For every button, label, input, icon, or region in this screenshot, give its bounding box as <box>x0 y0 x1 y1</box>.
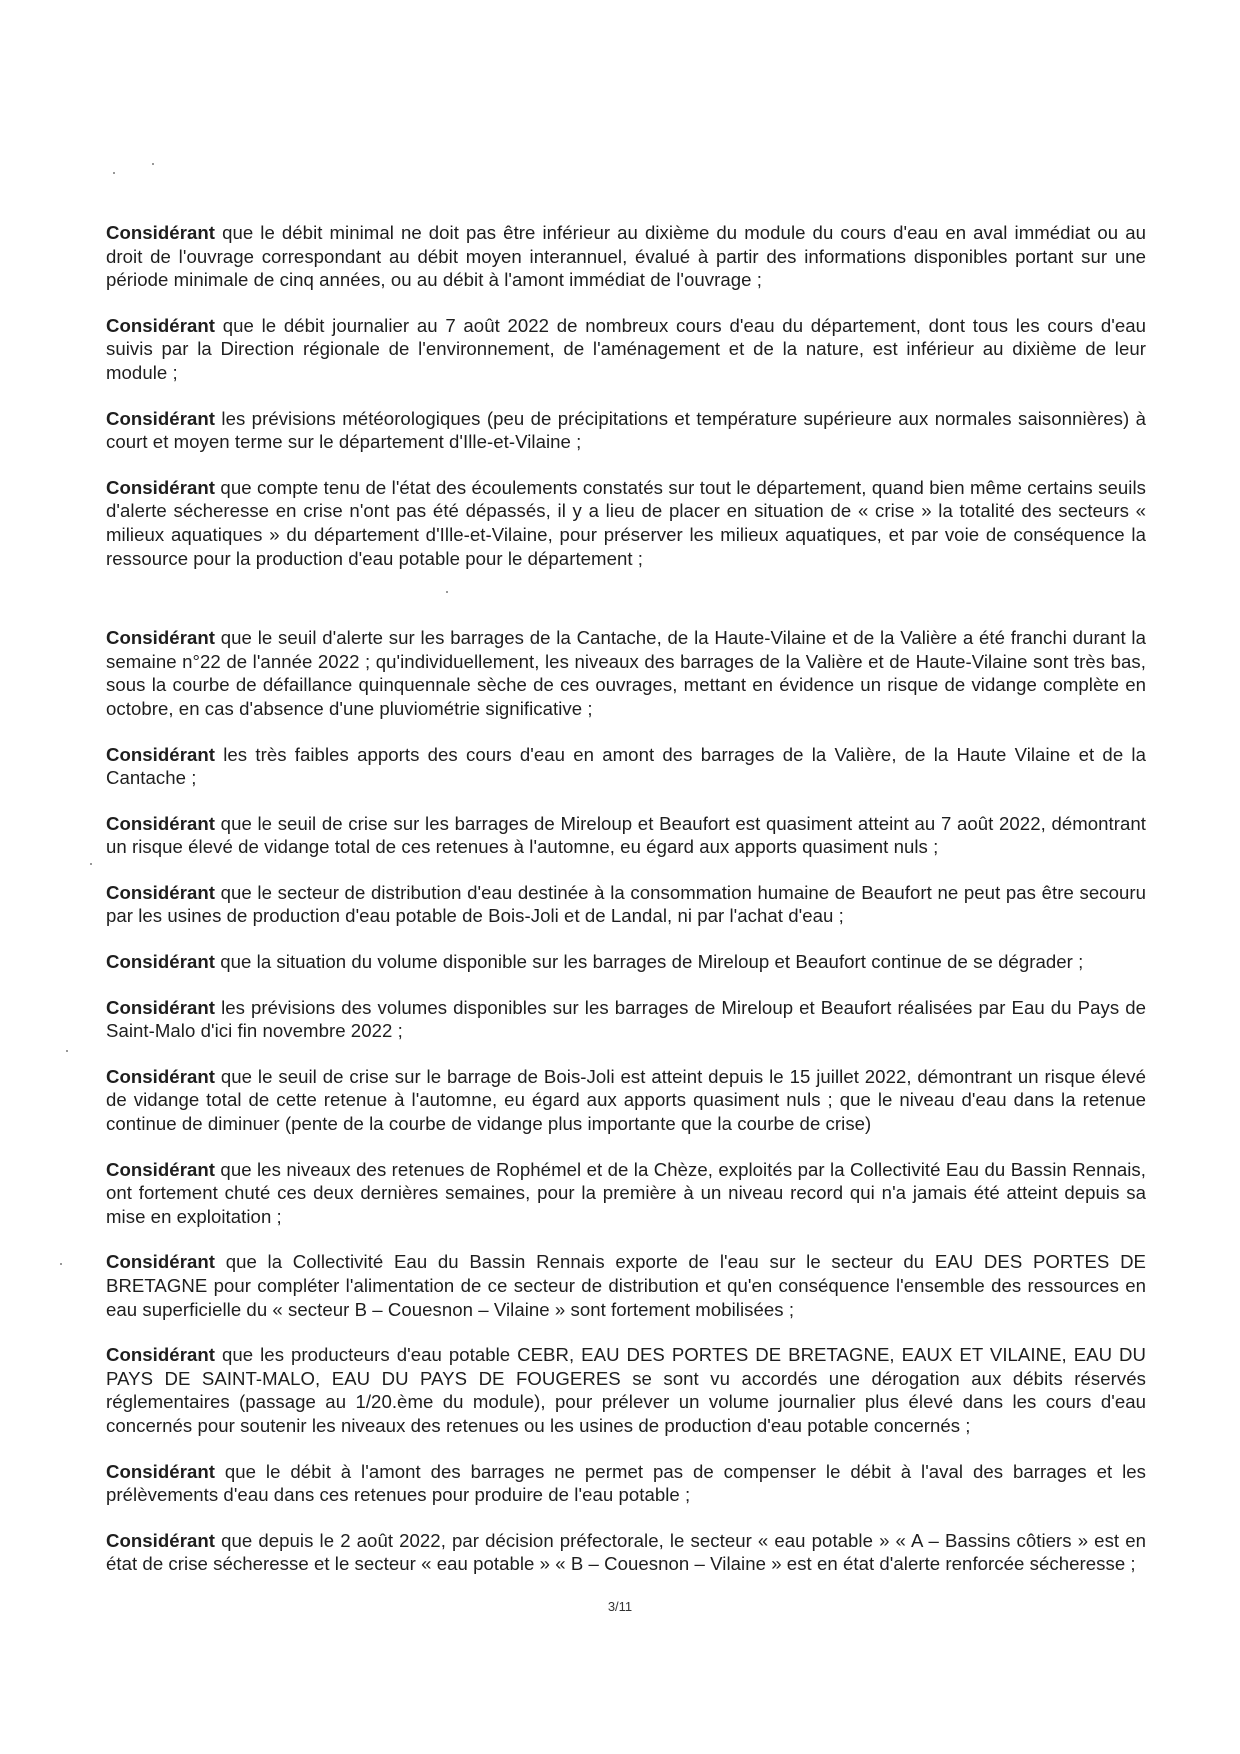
considerant-paragraph <box>106 476 1146 570</box>
considerant-text: que le débit à l'amont des barrages ne permet pas de compenser le débit à l'aval des barrages et les prélèvements d'eau dans ces retenues pour produire de l'eau potable ; <box>106 1460 1146 1506</box>
considerant-paragraph <box>106 1158 1146 1229</box>
considerant-paragraph <box>106 950 1146 974</box>
considerant-paragraph <box>106 314 1146 385</box>
considerant-text: que les niveaux des retenues de Rophémel et de la Chèze, exploités par la Collectivité Eau du Bassin Rennais, ont fortement chuté ces deux dernières semaines, pour la première à un niveau record qui n'a jamais été atteint depuis sa mise en exploitation ; <box>106 1158 1146 1227</box>
considerant-lead: Considérant <box>106 407 216 429</box>
considerant-paragraph <box>106 1343 1146 1437</box>
considerant-text: que la Collectivité Eau du Bassin Rennais exporte de l'eau sur le secteur du EAU DES PORTES DE BRETAGNE pour compléter l'alimentation de ce secteur de distribution et qu'en conséquence l'ensemble des ressources en eau superficielle du « secteur B – Couesnon – Vilaine » sont fortement mobilisées ; <box>106 1251 1146 1320</box>
considerant-paragraph <box>106 812 1146 859</box>
considerant-lead: Considérant <box>106 996 216 1018</box>
considerant-lead: Considérant <box>106 881 216 903</box>
considerant-lead: Considérant <box>106 743 216 765</box>
considerant-text: que le débit minimal ne doit pas être inférieur au dixième du module du cours d'eau en aval immédiat ou au droit de l'ouvrage correspondant au débit moyen interannuel, évalué à partir des informations disponibles portant sur une période minimale de cinq années, ou au débit à l'amont immédiat de l'ouvrage ; <box>106 222 1146 291</box>
scan-speck <box>152 163 154 165</box>
considerant-lead: Considérant <box>106 951 216 973</box>
considerant-text: les très faibles apports des cours d'eau en amont des barrages de la Valière, de la Haute Vilaine et de la Cantache ; <box>106 743 1146 789</box>
considerant-lead: Considérant <box>106 812 216 834</box>
scan-speck <box>60 1263 62 1265</box>
considerant-paragraph <box>106 743 1146 790</box>
considerant-lead: Considérant <box>106 1158 216 1180</box>
considerant-lead: Considérant <box>106 1460 216 1482</box>
considerant-lead: Considérant <box>106 1529 216 1551</box>
considerant-text: les prévisions météorologiques (peu de précipitations et température supérieure aux normales saisonnières) à court et moyen terme sur le département d'Ille-et-Vilaine ; <box>106 407 1146 453</box>
considerant-text: que les producteurs d'eau potable CEBR, EAU DES PORTES DE BRETAGNE, EAUX ET VILAINE, EAU DU PAYS DE SAINT-MALO, EAU DU PAYS DE FOUGERES se sont vu accordés une dérogation aux débits réservés réglementaires (passage au 1/20.ème du module), pour prélever un volume journalier plus élevé dans les cours d'eau concernés pour soutenir les niveaux des retenues ou les usines de production d'eau potable concernés ; <box>106 1344 1146 1436</box>
considerant-text: que le secteur de distribution d'eau destinée à la consommation humaine de Beaufort ne peut pas être secouru par les usines de production d'eau potable de Bois-Joli et de Landal, ni par l'achat d'eau ; <box>106 881 1146 927</box>
considerant-lead: Considérant <box>106 476 216 498</box>
considerant-text: que le seuil de crise sur le barrage de Bois-Joli est atteint depuis le 15 juillet 2022, démontrant un risque élevé de vidange total de cette retenue à l'automne, eu égard aux apports quasiment nuls ; que le niveau d'eau dans la retenue continue de diminuer (pente de la courbe de vidange plus importante que la courbe de crise) <box>106 1065 1146 1135</box>
considerant-paragraph <box>106 881 1146 928</box>
considerant-lead: Considérant <box>106 1344 216 1366</box>
considerant-paragraph <box>106 407 1146 454</box>
considerant-text: que le seuil d'alerte sur les barrages de la Cantache, de la Haute-Vilaine et de la Valière a été franchi durant la semaine n°22 de l'année 2022 ; qu'individuellement, les niveaux des barrages de la Valière et de Haute-Vilaine sont très bas, sous la courbe de défaillance quinquennale sèche de ces ouvrages, mettant en évidence un risque de vidange complète en octobre, en cas d'absence d'une pluviométrie significative ; <box>106 627 1146 719</box>
considerant-text: que le débit journalier au 7 août 2022 de nombreux cours d'eau du département, dont tous les cours d'eau suivis par la Direction régionale de l'environnement, de l'aménagement et de la nature, est inférieur au dixième de leur module ; <box>106 314 1146 383</box>
considerant-text: que compte tenu de l'état des écoulements constatés sur tout le département, quand bien même certains seuils d'alerte sécheresse en crise n'ont pas été dépassés, il y a lieu de placer en situation de « crise » la totalité des secteurs « milieux aquatiques » du département d'Ille-et-Vilaine, pour préserver les milieux aquatiques, et par voie de conséquence la ressource pour la production d'eau potable pour le département ; <box>106 476 1146 569</box>
considerant-paragraph <box>106 1250 1146 1321</box>
considerant-paragraph <box>106 626 1146 720</box>
considerant-lead: Considérant <box>106 1065 216 1087</box>
considerant-paragraph <box>106 1065 1146 1136</box>
scan-speck <box>66 1050 68 1052</box>
considerant-paragraph <box>106 1529 1146 1576</box>
considerant-lead: Considérant <box>106 222 216 243</box>
considerant-lead: Considérant <box>106 314 216 336</box>
considerant-paragraph <box>106 1460 1146 1507</box>
scan-speck <box>113 172 115 174</box>
page-number: 3/11 <box>607 1599 633 1614</box>
considerant-text: que le seuil de crise sur les barrages de Mireloup et Beaufort est quasiment atteint au 7 août 2022, démontrant un risque élevé de vidange total de ces retenues à l'automne, eu égard aux apports quasiment nuls ; <box>106 812 1146 858</box>
considerant-text: que la situation du volume disponible sur les barrages de Mireloup et Beaufort continue de se dégrader ; <box>215 951 1084 973</box>
considerant-lead: Considérant <box>106 1251 216 1273</box>
considerant-text: les prévisions des volumes disponibles sur les barrages de Mireloup et Beaufort réalisées par Eau du Pays de Saint-Malo d'ici fin novembre 2022 ; <box>106 996 1146 1042</box>
scan-speck <box>90 863 92 865</box>
considerant-text: que depuis le 2 août 2022, par décision préfectorale, le secteur « eau potable » « A – Bassins côtiers » est en état de crise sécheresse et le secteur « eau potable » « B – Couesnon – Vilaine » est en état d'alerte renforcée sécheresse ; <box>106 1529 1146 1575</box>
considerant-paragraph <box>106 221 1146 292</box>
considerants-list <box>106 221 1146 1598</box>
considerant-paragraph <box>106 996 1146 1043</box>
considerant-lead: Considérant <box>106 627 216 649</box>
